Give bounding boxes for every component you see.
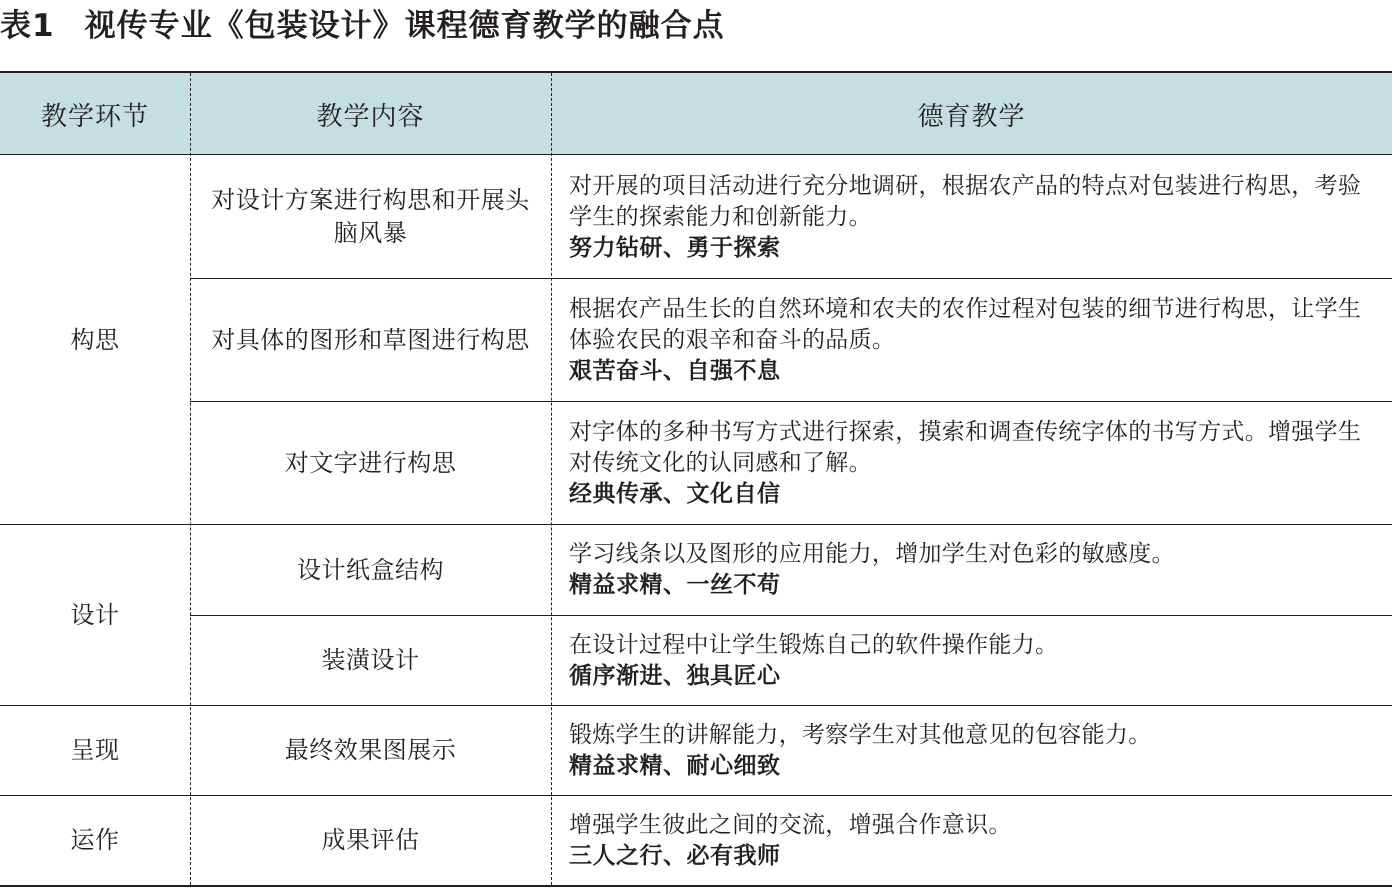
integration-table bbox=[0, 71, 1392, 887]
moral-description: 对开展的项目活动进行充分地调研，根据农产品的特点对包装进行构思，考验学生的探索能力和创新能力。 bbox=[569, 172, 1362, 230]
moral-description: 学习线条以及图形的应用能力，增加学生对色彩的敏感度。 bbox=[569, 541, 1175, 567]
moral-cell bbox=[551, 279, 1392, 401]
moral-cell bbox=[551, 525, 1392, 615]
stage-cell: 运作 bbox=[70, 826, 120, 854]
stage-cell: 呈现 bbox=[70, 736, 120, 764]
header-stage: 教学环节 bbox=[40, 101, 149, 132]
content-cell: 成果评估 bbox=[321, 826, 420, 854]
stage-cell: 设计 bbox=[70, 600, 120, 629]
table-number: 表1 bbox=[0, 8, 55, 44]
moral-cell bbox=[551, 402, 1392, 524]
content-cell: 对具体的图形和草图进行构思 bbox=[211, 325, 530, 354]
table-caption bbox=[0, 4, 725, 48]
moral-cell bbox=[551, 616, 1392, 705]
content-cell: 对文字进行构思 bbox=[284, 448, 457, 477]
moral-cell bbox=[551, 796, 1392, 885]
header-content: 教学内容 bbox=[316, 101, 425, 132]
header-moral: 德育教学 bbox=[917, 101, 1026, 132]
moral-keywords: 经典传承、文化自信 bbox=[569, 480, 781, 507]
moral-description: 根据农产品生长的自然环境和农夫的农作过程对包装的细节进行构思，让学生体验农民的艰辛和奋斗的品质。 bbox=[569, 295, 1362, 353]
table-title: 视传专业《包装设计》课程德育教学的融合点 bbox=[84, 8, 725, 44]
moral-description: 锻炼学生的讲解能力，考察学生对其他意见的包容能力。 bbox=[569, 721, 1152, 748]
moral-description: 增强学生彼此之间的交流，增强合作意识。 bbox=[569, 811, 1012, 838]
moral-keywords: 艰苦奋斗、自强不息 bbox=[569, 357, 781, 384]
moral-keywords: 精益求精、一丝不苟 bbox=[569, 572, 781, 598]
moral-cell bbox=[551, 706, 1392, 795]
moral-cell bbox=[551, 156, 1392, 278]
stage-cell: 构思 bbox=[70, 325, 120, 354]
moral-keywords: 精益求精、耐心细致 bbox=[569, 752, 781, 779]
table-header bbox=[0, 73, 1392, 155]
bottom-rule bbox=[0, 885, 1392, 887]
content-cell: 装潢设计 bbox=[321, 646, 420, 674]
moral-keywords: 循序渐进、独具匠心 bbox=[569, 662, 781, 689]
content-cell: 对设计方案进行构思和开展头脑风暴 bbox=[211, 186, 530, 247]
moral-description: 在设计过程中让学生锻炼自己的软件操作能力。 bbox=[569, 631, 1059, 658]
content-cell: 设计纸盒结构 bbox=[297, 555, 444, 584]
moral-keywords: 三人之行、必有我师 bbox=[569, 842, 781, 869]
moral-description: 对字体的多种书写方式进行探索，摸索和调查传统字体的书写方式。增强学生对传统文化的认同感和了解。 bbox=[569, 418, 1362, 476]
content-cell: 最终效果图展示 bbox=[284, 736, 457, 764]
moral-keywords: 努力钻研、勇于探索 bbox=[569, 234, 781, 261]
